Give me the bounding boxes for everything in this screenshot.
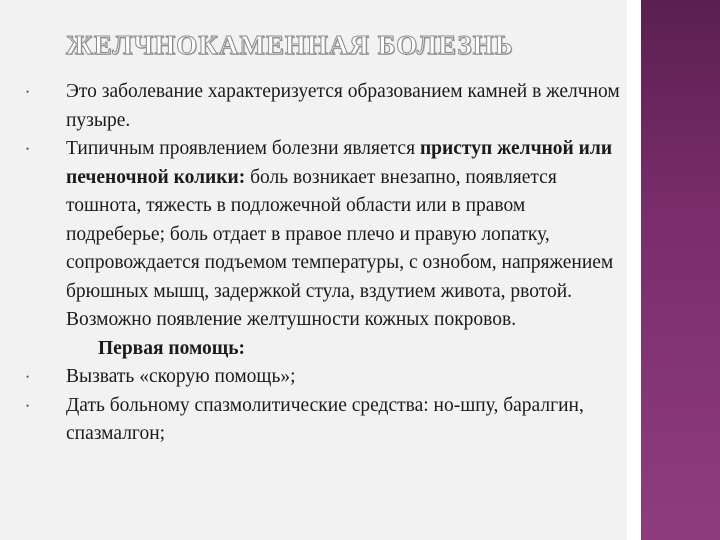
bullet-icon: •: [26, 144, 30, 154]
list-item-text: Вызвать «скорую помощь»;: [66, 366, 296, 387]
slide-body: [26, 78, 626, 449]
list-item-text: Дать больному спазмолитические средства: но-шпу, баралгин, спазмалгон;: [66, 394, 584, 444]
list-item-text: Это заболевание характеризуется образованием камней в желчном пузыре.: [66, 81, 620, 131]
list-item: [26, 78, 626, 135]
bullet-icon: •: [26, 400, 30, 411]
list-item: [26, 363, 626, 392]
first-aid-heading: Первая помощь:: [98, 337, 246, 359]
list-item-text-end: боль возникает внезапно, появляется тошнота, тяжесть в подложечной области или в правом подреберье; боль отдает в правое плечо и правую лопатку, сопровождается подъемом температуры, с ознобом, напряжением брюшных мышц, задержкой стула, вздутием живота, рвотой. Возможно появление желтушности кожных покровов.: [66, 166, 614, 330]
slide-title: ЖЕЛЧНОКАМЕННАЯ БОЛЕЗНЬ: [66, 30, 514, 60]
list-item-text-start: Типичным проявлением болезни является: [66, 138, 420, 159]
list-item: [26, 392, 626, 449]
list-item: [26, 135, 626, 335]
bullet-icon: •: [26, 372, 30, 382]
bullet-icon: •: [26, 87, 30, 97]
decorative-side-bar: [641, 0, 720, 540]
list-item-text-bold: приступ желчной или печеночной колики:: [66, 138, 613, 188]
divider: [627, 0, 641, 540]
